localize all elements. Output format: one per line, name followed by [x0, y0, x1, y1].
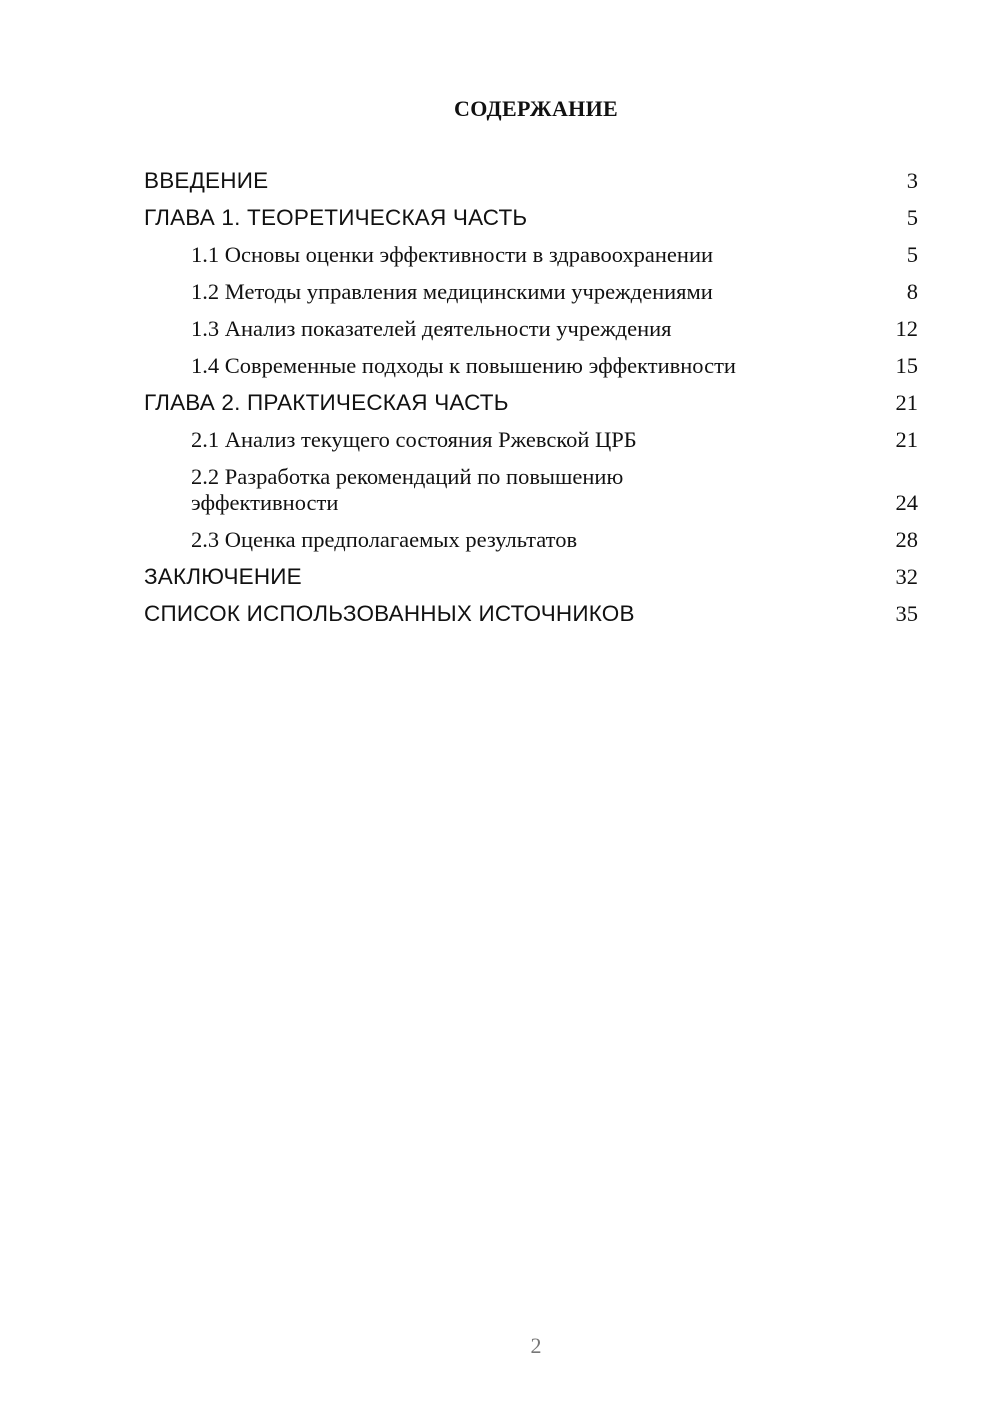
toc-entry-label: 2.2 Разработка рекомендаций по повышению эффективности [191, 464, 624, 515]
toc-entry-page: 5 [906, 205, 918, 230]
toc-entry-section-1-4 [144, 353, 918, 379]
toc-title: СОДЕРЖАНИЕ [454, 96, 618, 121]
toc-entry-references [144, 601, 918, 627]
toc-entry-label: ГЛАВА 1. ТЕОРЕТИЧЕСКАЯ ЧАСТЬ [144, 205, 528, 230]
toc-entry-chapter-1 [144, 205, 918, 231]
toc-entry-label: ВВЕДЕНИЕ [144, 168, 269, 193]
toc-entry-chapter-2 [144, 390, 918, 416]
toc-entry-page: 15 [895, 353, 918, 378]
toc-entry-label: ГЛАВА 2. ПРАКТИЧЕСКАЯ ЧАСТЬ [144, 390, 509, 415]
toc-entry-section-2-2 [144, 464, 918, 516]
toc-entry-label: 1.2 Методы управления медицинскими учреждениями [191, 279, 713, 304]
toc-entry-page: 12 [895, 316, 918, 341]
toc-entry-label: 1.3 Анализ показателей деятельности учреждения [191, 316, 672, 341]
toc-entry-page: 24 [895, 490, 918, 515]
toc-entry-page: 35 [895, 601, 918, 626]
toc-entry-page: 8 [906, 279, 918, 304]
toc-entry-section-1-1 [144, 242, 918, 268]
toc-entry-section-2-1 [144, 427, 918, 453]
page-number: 2 [530, 1333, 542, 1358]
toc-entry-section-1-2 [144, 279, 918, 305]
toc-entry-page: 32 [895, 564, 918, 589]
toc-entry-page: 5 [906, 242, 918, 267]
toc-entry-page: 21 [895, 427, 918, 452]
toc-entry-page: 21 [895, 390, 918, 415]
toc-entry-page: 3 [906, 168, 918, 193]
toc-entry-label: 2.3 Оценка предполагаемых результатов [191, 527, 578, 552]
toc-entry-label: СПИСОК ИСПОЛЬЗОВАННЫХ ИСТОЧНИКОВ [144, 601, 635, 626]
toc-entry-section-2-3 [144, 527, 918, 553]
toc-entry-section-1-3 [144, 316, 918, 342]
toc-entry-label: 2.1 Анализ текущего состояния Ржевской ЦРБ [191, 427, 637, 452]
toc-entry-label: 1.1 Основы оценки эффективности в здравоохранении [191, 242, 714, 267]
toc-entry-conclusion [144, 564, 918, 590]
toc-entry-introduction [144, 168, 918, 194]
table-of-contents [144, 168, 918, 638]
toc-entry-label: 1.4 Современные подходы к повышению эффективности [191, 353, 736, 378]
toc-entry-label: ЗАКЛЮЧЕНИЕ [144, 564, 302, 589]
toc-entry-page: 28 [895, 527, 918, 552]
